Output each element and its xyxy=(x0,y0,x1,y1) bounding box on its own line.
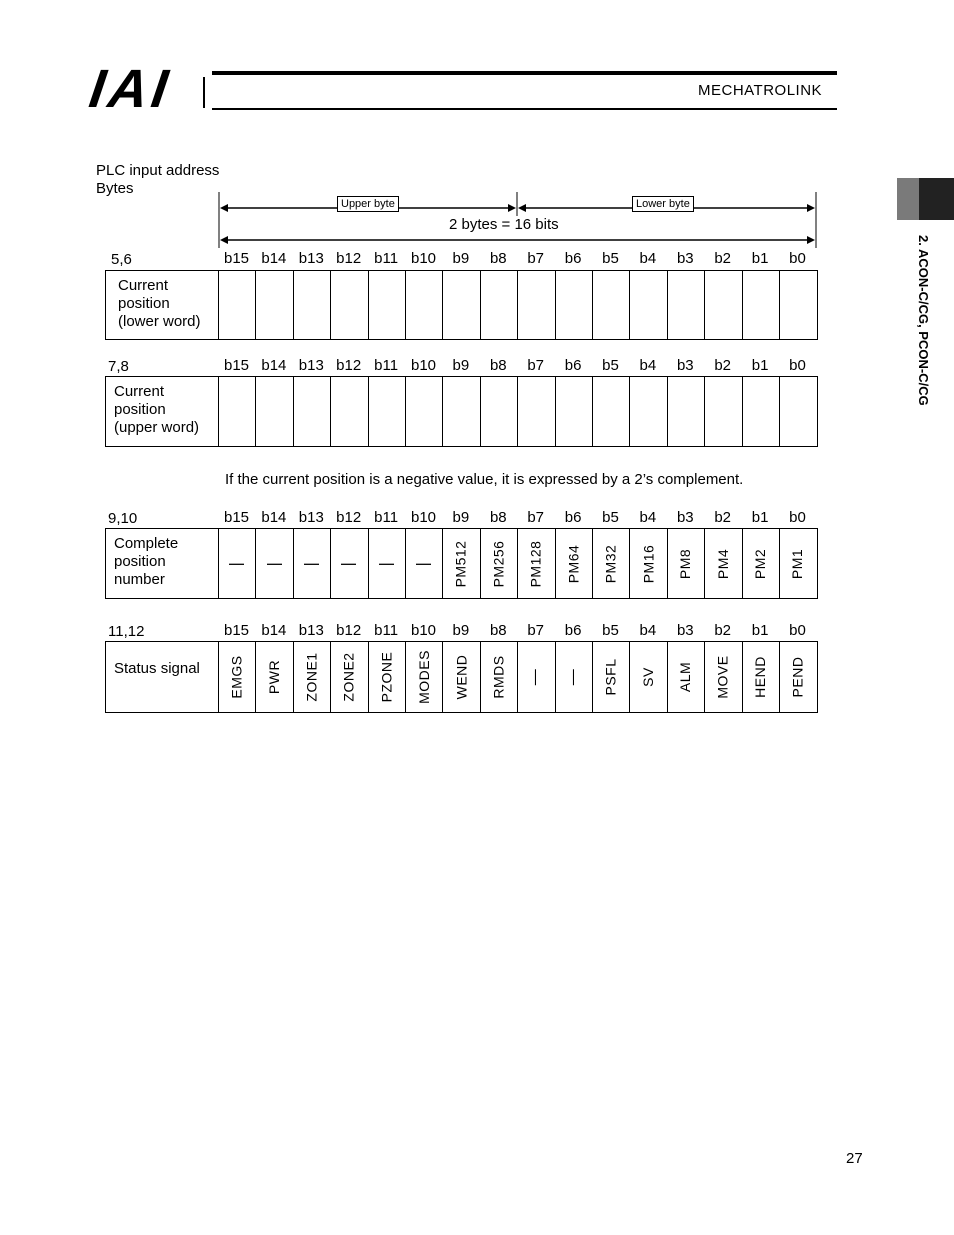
bit-signal-wrapper xyxy=(368,528,405,599)
bit-label: b12 xyxy=(336,509,362,526)
register-label-line: position xyxy=(118,295,170,312)
bit-cell xyxy=(255,376,292,447)
bit-label: b5 xyxy=(602,509,619,526)
side-tab-marker-dark xyxy=(919,178,954,220)
bit-signal: PWR xyxy=(265,659,282,695)
bit-signal-wrapper xyxy=(704,641,741,713)
arrowhead-mid-right xyxy=(518,204,526,212)
upper-byte-label: Upper byte xyxy=(337,196,399,212)
bit-label: b11 xyxy=(374,250,399,267)
bit-signal: PM2 xyxy=(752,548,769,579)
bit-label: b0 xyxy=(789,250,806,267)
bit-signal-wrapper xyxy=(629,528,666,599)
bit-signal-wrapper xyxy=(480,641,517,713)
bit-signal-wrapper xyxy=(592,641,629,713)
bit-label: b13 xyxy=(298,250,324,267)
bit-signal-wrapper xyxy=(218,528,255,599)
bit-signal: PM4 xyxy=(714,548,731,579)
side-tab-text: 2. ACON-C/CG, PCON-C/CG xyxy=(916,235,931,406)
negative-value-note: If the current position is a negative value, it is expressed by a 2’s complement. xyxy=(225,471,744,488)
bit-label: b14 xyxy=(261,509,287,526)
bit-label: b10 xyxy=(410,622,437,639)
register-label-line: (lower word) xyxy=(118,313,201,330)
register-label-line: Current xyxy=(114,383,165,400)
bit-cell xyxy=(742,376,779,447)
bit-label: b11 xyxy=(374,509,399,526)
bit-signal-wrapper xyxy=(255,641,292,713)
bit-signal-wrapper xyxy=(293,641,330,713)
bit-cell xyxy=(592,376,629,447)
bit-label: b4 xyxy=(639,622,657,639)
bit-signal: PM128 xyxy=(527,540,544,587)
bit-cell xyxy=(592,270,629,340)
bit-label: b0 xyxy=(789,357,806,374)
bit-label: b8 xyxy=(489,622,507,639)
bit-label: b2 xyxy=(714,250,732,267)
register-address: 9,10 xyxy=(108,510,138,527)
register-label-line: Current xyxy=(118,277,169,294)
bit-signal: HEND xyxy=(752,656,769,698)
bit-label: b12 xyxy=(336,357,362,374)
bit-signal-wrapper xyxy=(293,528,330,599)
bit-signal: | xyxy=(227,561,245,566)
bit-label: b6 xyxy=(564,509,582,526)
bit-signal-wrapper xyxy=(555,528,592,599)
bit-signal: ALM xyxy=(677,661,694,693)
bit-signal: | xyxy=(414,561,432,566)
bit-label: b3 xyxy=(676,622,694,639)
bit-signal-wrapper xyxy=(779,528,816,599)
bit-label: b9 xyxy=(452,357,470,374)
bit-cell xyxy=(368,376,405,447)
arrowhead-left xyxy=(220,204,228,212)
side-tab-label xyxy=(903,235,953,445)
header-rule-bottom xyxy=(212,108,837,110)
bit-label: b0 xyxy=(789,622,806,639)
bit-signal-wrapper xyxy=(667,528,704,599)
bit-label: b3 xyxy=(676,250,694,267)
bit-signal: | xyxy=(339,561,357,566)
bit-label: b4 xyxy=(639,357,657,374)
bit-label: b15 xyxy=(223,250,250,267)
page-number: 27 xyxy=(846,1150,863,1167)
bit-signal: RMDS xyxy=(490,655,507,699)
bit-signal-wrapper xyxy=(218,641,255,713)
bit-cell xyxy=(517,270,554,340)
register-label-line: position xyxy=(114,553,166,570)
arrowhead-word-left xyxy=(220,236,228,244)
bit-signal: PM32 xyxy=(602,544,619,583)
arrowhead-right xyxy=(807,204,815,212)
bit-signal-wrapper xyxy=(592,528,629,599)
bit-signal-wrapper xyxy=(704,528,741,599)
register-label-line: position xyxy=(114,401,166,418)
bit-signal-wrapper xyxy=(742,528,779,599)
bit-signal: PM512 xyxy=(452,540,469,587)
bit-cell xyxy=(779,270,816,340)
bit-signal-wrapper xyxy=(330,528,367,599)
bit-label: b5 xyxy=(602,357,619,374)
side-tab-marker-light xyxy=(897,178,919,220)
register-label-line: number xyxy=(114,571,165,588)
bytes-label: Bytes xyxy=(96,180,134,197)
bit-signal: — xyxy=(564,668,582,686)
bit-cell xyxy=(629,270,666,340)
bit-signal: PZONE xyxy=(378,651,395,703)
register-label-line: (upper word) xyxy=(114,419,200,436)
bit-signal-wrapper xyxy=(255,528,292,599)
bit-signal: EMGS xyxy=(228,655,245,699)
bit-signal: PM16 xyxy=(639,544,656,583)
bit-signal: ZONE2 xyxy=(340,652,357,702)
bit-signal-wrapper xyxy=(330,641,367,713)
bit-cell xyxy=(742,270,779,340)
bit-label: b1 xyxy=(751,509,769,526)
lower-byte-label: Lower byte xyxy=(632,196,694,212)
bit-label: b15 xyxy=(223,357,250,374)
bit-cell xyxy=(293,270,330,340)
bit-label: b7 xyxy=(527,357,545,374)
bit-cell xyxy=(405,270,442,340)
bit-signal: | xyxy=(377,561,395,566)
bit-cell xyxy=(405,376,442,447)
bit-cell xyxy=(704,376,741,447)
bit-label: b1 xyxy=(751,357,769,374)
bit-cell xyxy=(255,270,292,340)
register-address: 7,8 xyxy=(108,358,129,375)
bit-cell xyxy=(667,270,704,340)
bit-label: b8 xyxy=(489,509,507,526)
bit-label: b0 xyxy=(789,509,806,526)
bit-cell xyxy=(442,376,479,447)
bit-signal-wrapper xyxy=(442,641,479,713)
bit-label: b6 xyxy=(564,357,582,374)
bit-cell xyxy=(293,376,330,447)
register-label-line: Complete xyxy=(114,535,179,552)
bit-label: b5 xyxy=(602,622,619,639)
bit-signal-wrapper xyxy=(667,641,704,713)
bit-label: b15 xyxy=(223,509,250,526)
bit-label: b11 xyxy=(374,622,399,639)
arrowhead-mid-left xyxy=(508,204,516,212)
bit-signal-wrapper xyxy=(442,528,479,599)
bit-cell xyxy=(218,270,255,340)
bit-cell xyxy=(330,270,367,340)
bit-signal: PM256 xyxy=(490,540,507,587)
bit-cell xyxy=(555,270,592,340)
bit-label: b1 xyxy=(751,622,769,639)
bit-signal: PSFL xyxy=(602,658,619,696)
bit-label: b8 xyxy=(489,250,507,267)
bit-label: b9 xyxy=(452,250,470,267)
bit-label: b9 xyxy=(452,509,470,526)
bit-cell xyxy=(629,376,666,447)
iai-logo: IAI xyxy=(85,59,176,119)
bit-signal: WEND xyxy=(452,654,469,700)
bit-label: b9 xyxy=(452,622,470,639)
bit-label: b13 xyxy=(298,509,324,526)
bit-label: b4 xyxy=(639,250,657,267)
bit-signal-wrapper xyxy=(742,641,779,713)
bit-signal: ZONE1 xyxy=(303,652,320,702)
bit-label: b2 xyxy=(714,357,732,374)
bit-cell xyxy=(480,376,517,447)
bit-label: b5 xyxy=(602,250,619,267)
bit-signal: PM64 xyxy=(565,544,582,583)
bit-label: b14 xyxy=(261,250,287,267)
bit-signal: MOVE xyxy=(714,655,731,699)
bit-label: b13 xyxy=(298,622,324,639)
bit-signal: PEND xyxy=(789,656,806,698)
plc-input-address-label: PLC input address xyxy=(96,162,220,179)
register-label-line: Status signal xyxy=(114,660,200,677)
bit-signal-wrapper xyxy=(368,641,405,713)
bit-cell xyxy=(368,270,405,340)
bit-signal-wrapper xyxy=(779,641,816,713)
bit-label: b7 xyxy=(527,250,545,267)
bit-signal-wrapper xyxy=(517,641,554,713)
bit-label: b10 xyxy=(410,509,437,526)
bit-cell xyxy=(704,270,741,340)
bit-label: b13 xyxy=(298,357,324,374)
bit-cell xyxy=(480,270,517,340)
bit-label: b12 xyxy=(336,250,362,267)
bit-label: b7 xyxy=(527,622,545,639)
bit-label: b1 xyxy=(751,250,769,267)
register-address: 11,12 xyxy=(108,623,145,640)
bit-label: b6 xyxy=(564,250,582,267)
header-rule-tick xyxy=(203,77,205,108)
arrowhead-word-right xyxy=(807,236,815,244)
bit-cell xyxy=(442,270,479,340)
bit-signal: | xyxy=(264,561,282,566)
bit-cell xyxy=(555,376,592,447)
bit-signal-wrapper xyxy=(405,641,442,713)
bit-signal: SV xyxy=(639,667,656,687)
bit-cell xyxy=(330,376,367,447)
bit-signal: MODES xyxy=(415,650,432,704)
bit-label: b14 xyxy=(261,622,287,639)
bit-signal-wrapper xyxy=(517,528,554,599)
bit-signal: | xyxy=(302,561,320,566)
bit-label: b11 xyxy=(374,357,399,374)
bit-label: b2 xyxy=(714,622,732,639)
bit-label: b14 xyxy=(261,357,287,374)
bit-signal-wrapper xyxy=(480,528,517,599)
bit-signal: PM1 xyxy=(789,548,806,579)
bit-signal: PM8 xyxy=(677,548,694,579)
bit-label: b3 xyxy=(676,509,694,526)
header-rule-top xyxy=(212,71,837,75)
header-title: MECHATROLINK xyxy=(698,82,823,99)
bit-signal: — xyxy=(526,668,544,686)
bit-label: b3 xyxy=(676,357,694,374)
bit-signal-wrapper xyxy=(555,641,592,713)
bit-label: b6 xyxy=(564,622,582,639)
bit-label: b2 xyxy=(714,509,732,526)
span-label: 2 bytes = 16 bits xyxy=(446,216,562,233)
bit-cell xyxy=(779,376,816,447)
bit-cell xyxy=(218,376,255,447)
bit-cell xyxy=(517,376,554,447)
bit-label: b10 xyxy=(410,250,437,267)
bit-label: b12 xyxy=(336,622,362,639)
bit-label: b15 xyxy=(223,622,250,639)
bit-signal-wrapper xyxy=(629,641,666,713)
bit-cell xyxy=(667,376,704,447)
register-address: 5,6 xyxy=(111,251,132,268)
bit-label: b8 xyxy=(489,357,507,374)
bit-label: b10 xyxy=(410,357,437,374)
bit-label: b4 xyxy=(639,509,657,526)
bit-signal-wrapper xyxy=(405,528,442,599)
bit-label: b7 xyxy=(527,509,545,526)
